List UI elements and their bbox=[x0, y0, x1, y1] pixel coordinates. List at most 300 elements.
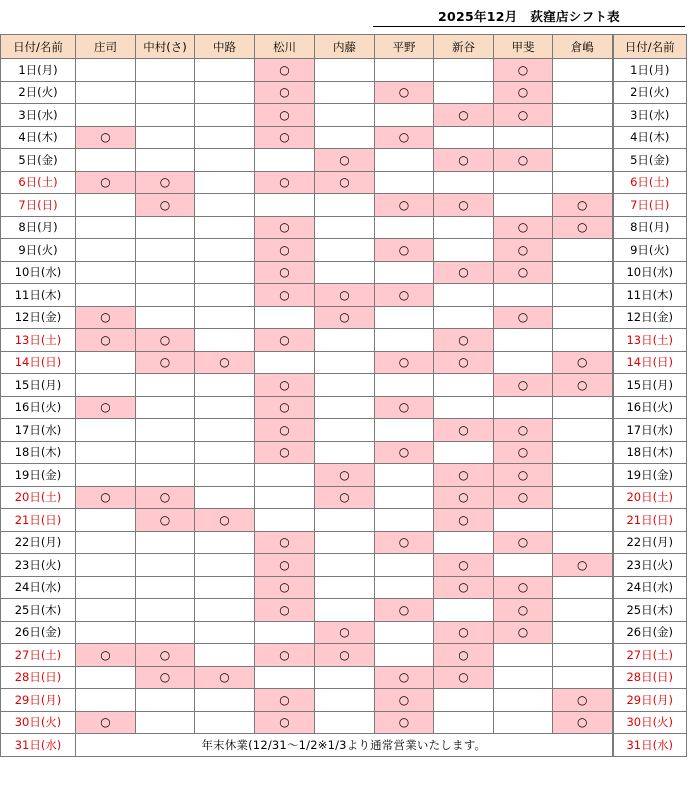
shift-mark: ○ bbox=[517, 490, 529, 505]
shift-mark: ○ bbox=[339, 287, 350, 302]
shift-mark: ○ bbox=[398, 85, 410, 100]
shift-cell bbox=[494, 464, 553, 487]
shift-mark: ○ bbox=[279, 130, 290, 145]
shift-cell bbox=[553, 104, 613, 127]
shift-cell bbox=[195, 329, 255, 352]
shift-cell bbox=[255, 216, 315, 239]
shift-cell bbox=[375, 216, 434, 239]
shift-cell bbox=[136, 239, 195, 262]
shift-mark: ○ bbox=[100, 175, 111, 190]
shift-cell bbox=[434, 621, 494, 644]
shift-mark: ○ bbox=[517, 580, 529, 595]
shift-cell bbox=[76, 441, 136, 464]
shift-cell bbox=[136, 329, 195, 352]
shift-cell bbox=[434, 261, 494, 284]
shift-cell bbox=[255, 689, 315, 712]
date-cell-right: 16日(火) bbox=[613, 396, 687, 419]
date-cell-left: 13日(土) bbox=[1, 329, 76, 352]
shift-mark: ○ bbox=[458, 625, 469, 640]
shift-mark: ○ bbox=[458, 512, 469, 527]
shift-cell bbox=[494, 374, 553, 397]
shift-cell bbox=[195, 531, 255, 554]
page-title: 2025年12月 荻窪店シフト表 bbox=[438, 9, 620, 24]
shift-cell bbox=[494, 689, 553, 712]
shift-cell bbox=[315, 531, 375, 554]
date-cell-left: 1日(月) bbox=[1, 59, 76, 82]
date-cell-left: 19日(金) bbox=[1, 464, 76, 487]
date-cell-right: 1日(月) bbox=[613, 59, 687, 82]
date-cell-left: 12日(金) bbox=[1, 306, 76, 329]
shift-cell bbox=[375, 59, 434, 82]
shift-cell bbox=[136, 441, 195, 464]
shift-cell bbox=[195, 711, 255, 734]
date-cell-right: 11日(木) bbox=[613, 284, 687, 307]
table-row bbox=[1, 711, 687, 734]
shift-cell bbox=[375, 171, 434, 194]
shift-mark: ○ bbox=[398, 287, 410, 302]
shift-cell bbox=[195, 239, 255, 262]
shift-cell bbox=[136, 666, 195, 689]
shift-cell bbox=[255, 554, 315, 577]
shift-cell bbox=[76, 329, 136, 352]
shift-cell bbox=[136, 81, 195, 104]
header-staff: 甲斐 bbox=[494, 35, 553, 59]
title-underline bbox=[373, 6, 685, 27]
shift-mark: ○ bbox=[279, 647, 290, 662]
shift-cell bbox=[434, 329, 494, 352]
table-row bbox=[1, 621, 687, 644]
date-cell-left: 30日(火) bbox=[1, 711, 76, 734]
shift-cell bbox=[255, 149, 315, 172]
shift-cell bbox=[315, 284, 375, 307]
shift-cell bbox=[494, 441, 553, 464]
shift-cell bbox=[553, 396, 613, 419]
shift-cell bbox=[136, 104, 195, 127]
shift-cell bbox=[494, 194, 553, 217]
shift-mark: ○ bbox=[279, 332, 290, 347]
shift-cell bbox=[76, 644, 136, 667]
shift-cell bbox=[195, 599, 255, 622]
date-cell-right: 7日(日) bbox=[613, 194, 687, 217]
shift-cell bbox=[136, 396, 195, 419]
shift-cell bbox=[434, 576, 494, 599]
header-staff: 庄司 bbox=[76, 35, 136, 59]
shift-cell bbox=[255, 104, 315, 127]
shift-mark: ○ bbox=[159, 490, 171, 505]
shift-cell bbox=[553, 464, 613, 487]
shift-cell bbox=[494, 576, 553, 599]
shift-mark: ○ bbox=[100, 130, 111, 145]
shift-cell bbox=[76, 351, 136, 374]
shift-cell bbox=[315, 621, 375, 644]
shift-mark: ○ bbox=[398, 602, 410, 617]
shift-mark: ○ bbox=[458, 467, 469, 482]
shift-cell bbox=[315, 396, 375, 419]
shift-cell bbox=[255, 171, 315, 194]
shift-cell bbox=[375, 621, 434, 644]
shift-mark: ○ bbox=[339, 625, 350, 640]
shift-cell bbox=[553, 554, 613, 577]
shift-cell bbox=[375, 194, 434, 217]
shift-cell bbox=[76, 599, 136, 622]
shift-mark: ○ bbox=[219, 355, 230, 370]
date-cell-left: 4日(木) bbox=[1, 126, 76, 149]
shift-mark: ○ bbox=[517, 265, 529, 280]
shift-mark: ○ bbox=[458, 355, 469, 370]
shift-cell bbox=[136, 306, 195, 329]
shift-cell bbox=[553, 306, 613, 329]
shift-mark: ○ bbox=[339, 647, 350, 662]
date-cell-right: 13日(土) bbox=[613, 329, 687, 352]
date-cell-left: 7日(日) bbox=[1, 194, 76, 217]
table-row bbox=[1, 171, 687, 194]
date-cell-left: 26日(金) bbox=[1, 621, 76, 644]
shift-cell bbox=[136, 126, 195, 149]
table-row bbox=[1, 81, 687, 104]
shift-cell bbox=[375, 509, 434, 532]
shift-mark: ○ bbox=[517, 535, 529, 550]
shift-cell bbox=[494, 104, 553, 127]
shift-cell bbox=[494, 554, 553, 577]
holiday-note: 年末休業(12/31～1/2※1/3より通常営業いたします。 bbox=[76, 734, 613, 757]
shift-cell bbox=[553, 711, 613, 734]
header-date-left: 日付/名前 bbox=[1, 35, 76, 59]
shift-cell bbox=[255, 329, 315, 352]
date-cell-right: 15日(月) bbox=[613, 374, 687, 397]
shift-cell bbox=[255, 351, 315, 374]
shift-cell bbox=[195, 104, 255, 127]
shift-cell bbox=[375, 531, 434, 554]
shift-cell bbox=[136, 374, 195, 397]
shift-cell bbox=[315, 599, 375, 622]
shift-cell bbox=[315, 441, 375, 464]
shift-mark: ○ bbox=[517, 602, 529, 617]
shift-mark: ○ bbox=[517, 467, 529, 482]
date-cell-left: 17日(水) bbox=[1, 419, 76, 442]
date-cell-right: 25日(木) bbox=[613, 599, 687, 622]
shift-cell bbox=[553, 374, 613, 397]
table-row bbox=[1, 644, 687, 667]
shift-cell bbox=[255, 261, 315, 284]
shift-cell bbox=[375, 126, 434, 149]
shift-cell bbox=[315, 419, 375, 442]
shift-cell bbox=[195, 59, 255, 82]
shift-mark: ○ bbox=[517, 445, 529, 460]
shift-cell bbox=[553, 126, 613, 149]
shift-cell bbox=[434, 351, 494, 374]
shift-cell bbox=[76, 239, 136, 262]
date-cell-right: 23日(火) bbox=[613, 554, 687, 577]
shift-cell bbox=[195, 126, 255, 149]
shift-cell bbox=[434, 644, 494, 667]
shift-cell bbox=[434, 441, 494, 464]
shift-mark: ○ bbox=[279, 557, 290, 572]
shift-cell bbox=[255, 126, 315, 149]
date-cell-left: 15日(月) bbox=[1, 374, 76, 397]
table-row bbox=[1, 599, 687, 622]
shift-cell bbox=[494, 59, 553, 82]
date-cell-right: 4日(木) bbox=[613, 126, 687, 149]
shift-cell bbox=[315, 464, 375, 487]
shift-mark: ○ bbox=[339, 310, 350, 325]
shift-cell bbox=[494, 239, 553, 262]
shift-cell bbox=[255, 441, 315, 464]
shift-cell bbox=[434, 419, 494, 442]
date-cell-right: 26日(金) bbox=[613, 621, 687, 644]
shift-cell bbox=[136, 216, 195, 239]
shift-cell bbox=[375, 554, 434, 577]
date-cell-left: 23日(火) bbox=[1, 554, 76, 577]
shift-cell bbox=[315, 216, 375, 239]
shift-mark: ○ bbox=[279, 715, 290, 730]
shift-cell bbox=[553, 666, 613, 689]
date-cell-right: 24日(水) bbox=[613, 576, 687, 599]
table-row bbox=[1, 194, 687, 217]
shift-cell bbox=[195, 576, 255, 599]
shift-cell bbox=[315, 239, 375, 262]
date-cell-right: 2日(火) bbox=[613, 81, 687, 104]
shift-cell bbox=[375, 149, 434, 172]
shift-cell bbox=[375, 419, 434, 442]
shift-cell bbox=[434, 306, 494, 329]
shift-cell bbox=[375, 374, 434, 397]
shift-mark: ○ bbox=[458, 647, 469, 662]
shift-cell bbox=[434, 509, 494, 532]
shift-cell bbox=[315, 374, 375, 397]
shift-cell bbox=[315, 171, 375, 194]
shift-cell bbox=[136, 644, 195, 667]
shift-mark: ○ bbox=[398, 445, 410, 460]
shift-cell bbox=[76, 711, 136, 734]
shift-mark: ○ bbox=[517, 625, 529, 640]
shift-cell bbox=[195, 554, 255, 577]
shift-cell bbox=[136, 351, 195, 374]
header-staff: 松川 bbox=[255, 35, 315, 59]
date-cell-left: 22日(月) bbox=[1, 531, 76, 554]
date-cell-left: 21日(日) bbox=[1, 509, 76, 532]
shift-cell bbox=[195, 81, 255, 104]
table-row bbox=[1, 486, 687, 509]
shift-cell bbox=[315, 509, 375, 532]
date-cell-left: 28日(日) bbox=[1, 666, 76, 689]
shift-cell bbox=[76, 81, 136, 104]
header-row bbox=[1, 35, 687, 59]
shift-cell bbox=[494, 486, 553, 509]
shift-cell bbox=[494, 351, 553, 374]
shift-mark: ○ bbox=[398, 535, 410, 550]
shift-cell bbox=[136, 689, 195, 712]
shift-cell bbox=[76, 419, 136, 442]
shift-cell bbox=[434, 374, 494, 397]
shift-mark: ○ bbox=[458, 107, 469, 122]
date-cell-left: 31日(水) bbox=[1, 734, 76, 757]
date-cell-left: 5日(金) bbox=[1, 149, 76, 172]
shift-cell bbox=[255, 576, 315, 599]
shift-mark: ○ bbox=[517, 85, 529, 100]
shift-cell bbox=[494, 711, 553, 734]
shift-cell bbox=[195, 194, 255, 217]
shift-cell bbox=[255, 666, 315, 689]
shift-mark: ○ bbox=[339, 467, 350, 482]
shift-cell bbox=[255, 531, 315, 554]
shift-mark: ○ bbox=[100, 490, 111, 505]
table-row bbox=[1, 216, 687, 239]
table-row bbox=[1, 306, 687, 329]
shift-cell bbox=[315, 689, 375, 712]
shift-mark: ○ bbox=[100, 332, 111, 347]
date-cell-left: 29日(月) bbox=[1, 689, 76, 712]
table-row bbox=[1, 329, 687, 352]
shift-cell bbox=[315, 554, 375, 577]
shift-cell bbox=[494, 599, 553, 622]
table-row bbox=[1, 734, 687, 757]
date-cell-left: 14日(日) bbox=[1, 351, 76, 374]
shift-cell bbox=[195, 351, 255, 374]
shift-cell bbox=[136, 509, 195, 532]
shift-mark: ○ bbox=[458, 265, 469, 280]
shift-cell bbox=[494, 644, 553, 667]
table-row bbox=[1, 441, 687, 464]
shift-mark: ○ bbox=[577, 377, 588, 392]
shift-mark: ○ bbox=[339, 175, 350, 190]
shift-cell bbox=[375, 464, 434, 487]
shift-cell bbox=[136, 464, 195, 487]
shift-cell bbox=[375, 239, 434, 262]
shift-cell bbox=[375, 689, 434, 712]
shift-cell bbox=[315, 644, 375, 667]
shift-mark: ○ bbox=[577, 355, 588, 370]
date-cell-right: 12日(金) bbox=[613, 306, 687, 329]
shift-mark: ○ bbox=[100, 400, 111, 415]
date-cell-left: 25日(木) bbox=[1, 599, 76, 622]
shift-mark: ○ bbox=[577, 220, 588, 235]
date-cell-right: 30日(火) bbox=[613, 711, 687, 734]
shift-cell bbox=[195, 171, 255, 194]
shift-mark: ○ bbox=[279, 377, 290, 392]
shift-cell bbox=[434, 689, 494, 712]
shift-cell bbox=[255, 644, 315, 667]
shift-cell bbox=[136, 261, 195, 284]
shift-cell bbox=[76, 531, 136, 554]
shift-cell bbox=[136, 149, 195, 172]
shift-cell bbox=[315, 351, 375, 374]
shift-mark: ○ bbox=[159, 197, 171, 212]
shift-mark: ○ bbox=[458, 670, 469, 685]
shift-cell bbox=[494, 531, 553, 554]
shift-cell bbox=[76, 216, 136, 239]
shift-cell bbox=[136, 486, 195, 509]
date-cell-left: 9日(火) bbox=[1, 239, 76, 262]
shift-cell bbox=[494, 666, 553, 689]
shift-mark: ○ bbox=[517, 107, 529, 122]
shift-cell bbox=[553, 419, 613, 442]
date-cell-right: 18日(木) bbox=[613, 441, 687, 464]
shift-cell bbox=[553, 59, 613, 82]
shift-mark: ○ bbox=[279, 242, 290, 257]
shift-cell bbox=[434, 554, 494, 577]
date-cell-right: 9日(火) bbox=[613, 239, 687, 262]
shift-cell bbox=[494, 261, 553, 284]
shift-mark: ○ bbox=[398, 715, 410, 730]
shift-cell bbox=[434, 194, 494, 217]
header-staff: 内藤 bbox=[315, 35, 375, 59]
shift-cell bbox=[494, 149, 553, 172]
shift-cell bbox=[434, 149, 494, 172]
date-cell-right: 14日(日) bbox=[613, 351, 687, 374]
shift-mark: ○ bbox=[398, 400, 410, 415]
shift-mark: ○ bbox=[279, 692, 290, 707]
date-cell-left: 6日(土) bbox=[1, 171, 76, 194]
header-staff: 中村(さ) bbox=[136, 35, 195, 59]
shift-cell bbox=[375, 644, 434, 667]
shift-cell bbox=[494, 171, 553, 194]
shift-cell bbox=[494, 306, 553, 329]
shift-mark: ○ bbox=[458, 422, 469, 437]
shift-mark: ○ bbox=[219, 512, 230, 527]
shift-mark: ○ bbox=[339, 152, 350, 167]
shift-cell bbox=[553, 576, 613, 599]
shift-cell bbox=[195, 261, 255, 284]
shift-mark: ○ bbox=[159, 670, 171, 685]
shift-cell bbox=[136, 531, 195, 554]
shift-cell bbox=[553, 509, 613, 532]
shift-mark: ○ bbox=[577, 692, 588, 707]
shift-cell bbox=[315, 666, 375, 689]
shift-cell bbox=[76, 509, 136, 532]
shift-cell bbox=[375, 486, 434, 509]
header-staff: 倉嶋 bbox=[553, 35, 613, 59]
shift-cell bbox=[375, 441, 434, 464]
shift-cell bbox=[494, 396, 553, 419]
shift-cell bbox=[375, 711, 434, 734]
shift-cell bbox=[76, 284, 136, 307]
shift-cell bbox=[195, 216, 255, 239]
shift-cell bbox=[375, 284, 434, 307]
shift-cell bbox=[434, 666, 494, 689]
shift-cell bbox=[255, 239, 315, 262]
shift-cell bbox=[494, 126, 553, 149]
shift-cell bbox=[195, 396, 255, 419]
table-row bbox=[1, 509, 687, 532]
date-cell-right: 20日(土) bbox=[613, 486, 687, 509]
shift-cell bbox=[434, 216, 494, 239]
shift-cell bbox=[375, 81, 434, 104]
shift-cell bbox=[76, 59, 136, 82]
shift-cell bbox=[434, 126, 494, 149]
shift-cell bbox=[195, 419, 255, 442]
shift-cell bbox=[553, 351, 613, 374]
table-row bbox=[1, 576, 687, 599]
shift-cell bbox=[494, 284, 553, 307]
shift-mark: ○ bbox=[279, 107, 290, 122]
shift-mark: ○ bbox=[219, 670, 230, 685]
shift-cell bbox=[375, 306, 434, 329]
shift-mark: ○ bbox=[100, 715, 111, 730]
shift-mark: ○ bbox=[577, 197, 588, 212]
shift-cell bbox=[553, 531, 613, 554]
date-cell-left: 10日(水) bbox=[1, 261, 76, 284]
shift-cell bbox=[76, 171, 136, 194]
date-cell-right: 28日(日) bbox=[613, 666, 687, 689]
shift-cell bbox=[76, 374, 136, 397]
date-cell-left: 27日(土) bbox=[1, 644, 76, 667]
shift-cell bbox=[434, 81, 494, 104]
date-cell-right: 8日(月) bbox=[613, 216, 687, 239]
shift-cell bbox=[136, 711, 195, 734]
date-cell-left: 3日(水) bbox=[1, 104, 76, 127]
shift-cell bbox=[195, 621, 255, 644]
date-cell-left: 24日(水) bbox=[1, 576, 76, 599]
